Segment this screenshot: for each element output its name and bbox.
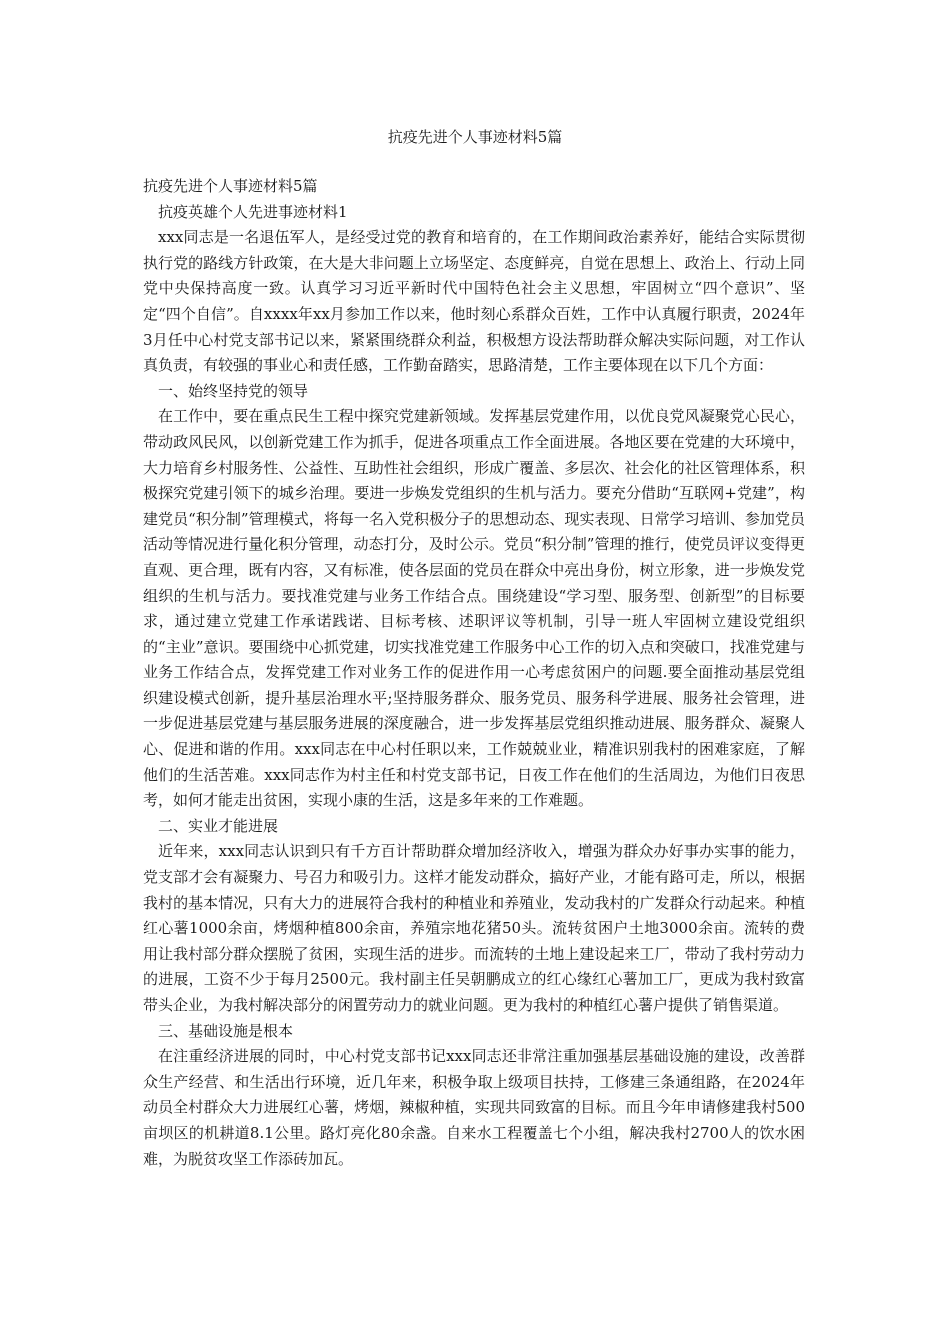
heading-1: 一、始终坚持党的领导 xyxy=(158,381,309,400)
intro-paragraph: xxx同志是一名退伍军人，是经受过党的教育和培育的，在工作期间政治素养好，能结合实际贯彻执行党的路线方针政策，在大是大非问题上立场坚定、态度鲜亮，自觉在思想上、政治上、行动上同党中央保持高度一致。认真学习习近平新时代中国特色社会主义思想，牢固树立“四个意识”、坚定“四个自信”。自xxxx年xx月参加工作以来，他时刻心系群众百姓，工作中认真履行职责，2024年3月任中心村党支部书记以来，紧紧围绕群众利益，积极想方设法帮助群众解决实际问题，对工作认真负责，有较强的事业心和责任感，工作勤奋踏实，思路清楚，工作主要体现在以下几个方面： xyxy=(143,228,805,375)
heading-2: 二、实业才能进展 xyxy=(158,816,279,835)
paragraph-3: 在注重经济进展的同时，中心村党支部书记xxx同志还非常注重加强基层基础设施的建设，改善群众生产经营、和生活出行环境，近几年来，积极争取上级项目扶持，工修建三条通组路，在2024年动员全村群众大力进展红心薯，烤烟，辣椒种植，实现共同致富的目标。而且今年申请修建我村500亩坝区的机耕道8.1公里。路灯亮化80余盏。自来水工程覆盖七个小组，解决我村2700人的饮水困难，为脱贫攻坚工作添砖加瓦。 xyxy=(143,1047,805,1168)
paragraph-2: 近年来，xxx同志认识到只有千方百计帮助群众增加经济收入，增强为群众办好事办实事的能力，党支部才会有凝聚力、号召力和吸引力。这样才能发动群众，搞好产业，才能有路可走，所以，根据我村的基本情况，只有大力的进展符合我村的种植业和养殖业，发动我村的广发群众行动起来。种植红心薯1000余亩，烤烟种植800余亩，养殖宗地花猪50头。流转贫困户土地3000余亩。流转的费用让我村部分群众摆脱了贫困，实现生活的进步。而流转的土地上建设起来工厂，带动了我村劳动力的进展，工资不少于每月2500元。我村副主任吴朝鹏成立的红心缘红心薯加工厂，更成为我村致富带头企业，为我村解决部分的闲置劳动力的就业问题。更为我村的种植红心薯户提供了销售渠道。 xyxy=(143,842,805,1014)
paragraph-1: 在工作中，要在重点民生工程中探究党建新领域。发挥基层党建作用，以优良党风凝聚党心民心，带动政风民风，以创新党建工作为抓手，促进各项重点工作全面进展。各地区要在党建的大环境中，大力培育乡村服务性、公益性、互助性社会组织，形成广覆盖、多层次、社会化的社区管理体系，积极探究党建引领下的城乡治理。要进一步焕发党组织的生机与活力。要充分借助“互联网+党建”，构建党员“积分制”管理模式，将每一名入党积极分子的思想动态、现实表现、日常学习培训、参加党员活动等情况进行量化积分管理，动态打分，及时公示。党员“积分制”管理的推行，使党员评议变得更直观、更合理，既有内容，又有标准，使各层面的党员在群众中亮出身份，树立形象，进一步焕发党组织的生机与活力。要找准党建与业务工作结合点。围绕建设“学习型、服务型、创新型”的目标要求，通过建立党建工作承诺践诺、目标考核、述职评议等机制，引导一班人牢固树立建设党组织的“主业”意识。要围绕中心抓党建，切实找准党建工作服务中心工作的切入点和突破口，找准党建与业务工作结合点，发挥党建工作对业务工作的促进作用一心考虑贫困户的问题.要全面推动基层党组织建设模式创新，提升基层治理水平;坚持服务群众、服务党员、服务科学进展、服务社会管理，进一步促进基层党建与基层服务进展的深度融合，进一步发挥基层党组织推动进展、服务群众、凝聚人心、促进和谐的作用。xxx同志在中心村任职以来，工作兢兢业业，精准识别我村的困难家庭，了解他们的生活苦难。xxx同志作为村主任和村党支部书记，日夜工作在他们的生活周边，为他们日夜思考，如何才能走出贫困，实现小康的生活，这是多年来的工作难题。 xyxy=(143,407,805,810)
document-body xyxy=(143,174,805,1172)
heading-3: 三、基础设施是根本 xyxy=(158,1021,294,1040)
document-subtitle: 抗疫先进个人事迹材料5篇 xyxy=(143,177,318,195)
document-title: 抗疫先进个人事迹材料5篇 xyxy=(387,128,563,146)
section-title: 抗疫英雄个人先进事迹材料1 xyxy=(158,202,348,221)
